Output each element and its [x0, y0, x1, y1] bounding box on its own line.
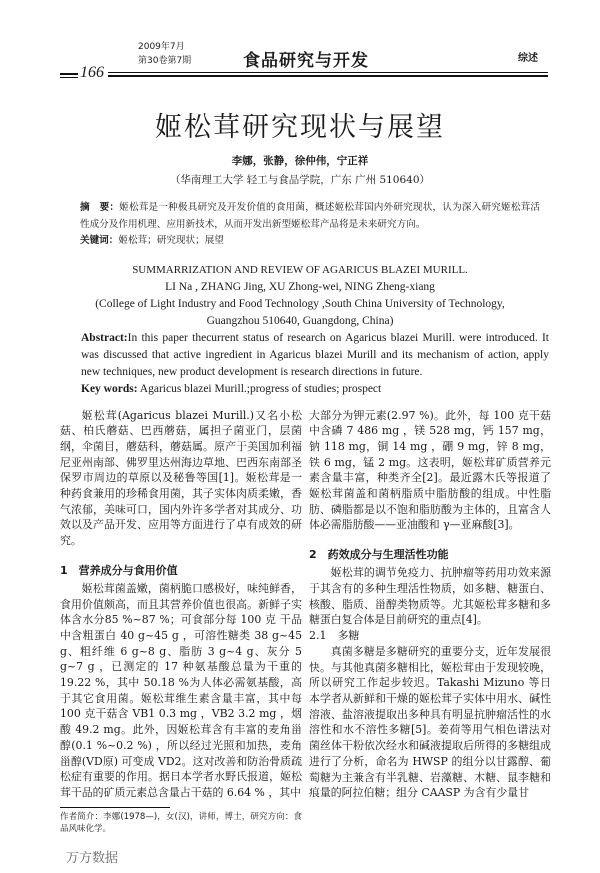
english-keywords-text: Agaricus blazei Murill.;progress of studies; prospect: [137, 382, 382, 395]
section-label: 综述: [518, 53, 538, 64]
paper-title: 姬松茸研究现状与展望: [155, 112, 445, 143]
section-2-paragraph: 姬松茸的调节免疫力、抗肿瘤等药用功效来源于其含有的多种生理活性物质，如多糖、糖蛋白、核酸、脂质、甾醇类物质等。尤其姬松茸多糖和多糖蛋白复合体是目前研究的重点[4]。: [309, 566, 551, 627]
two-column-body: [60, 408, 600, 873]
abstract-cn: [80, 200, 540, 233]
footnote-rule: [60, 807, 170, 808]
abstract-cn-label: 摘 要：: [80, 202, 120, 213]
section-1-paragraph: 姬松茸菌盖嫩，菌柄脆口感极好，味纯鲜香，食用价值颇高，而且其营养价值也很高。新鲜子实体含水分85 %~87 %；可食部分每 100 克 干品中含粗蛋白 40 g~45 g ，可溶性糖类 38 g~45 g、粗纤维 6 g~8 g、脂肪 3 g~4 g、灰分 5 g~7 g ，已测定的 17 种氨基酸总量为干重的 19.22 %，其中 50.18 %为人体必需氨基酸，高于其它食用菌。姬松茸维生素含量丰富，其中每 100 克干菇含 VB1 0.3 mg ，VB2 3.2 mg ，烟酸 49.2 mg。此外，因姬松茸含有丰富的麦角甾醇(0.1 %~0.2 %) ，所以经过光照和加热，麦角甾醇(VD原) 可变成 VD2。这对改善和防治骨质疏松症有重要的作用。据日本学者水野氏报道，姬松茸干品的矿质元素总含量占干菇的 6.64 % ，其中: [60, 581, 302, 799]
english-abstract-text: In this paper thecurrent status of research on Agaricus blazei Murill. were introduced. It was discussed that active ingredient in Agaricus blazei Murill and its mechanism of action, apply new techniques, new product development is research directions in future.: [81, 331, 549, 378]
author-footnote: 作者简介：李娜(1978—)，女(汉)，讲师，博士，研究方向：食品风味化学。: [60, 811, 302, 834]
journal-name: 食品研究与开发: [243, 51, 369, 71]
keywords-cn-text: 姬松茸；研究现状；展望: [118, 235, 224, 246]
english-affiliation-1: (College of Light Industry and Food Technology ,South China University of Technology,: [95, 297, 505, 310]
english-keywords: [81, 381, 549, 398]
issue-date: 2009年7月: [138, 42, 185, 52]
section-2-1-heading: 2.1 多糖: [309, 628, 360, 642]
continued-paragraph: 大部分为钾元素(2.97 %)。此外，每 100 克干菇中含磷 7 486 mg ，镁 528 mg，钙 157 mg，钠 118 mg，铜 14 mg ，硼 9 mg，锌 8 mg，铁 6 mg，锰 2 mg。这表明，姬松茸矿质营养元素含量丰富，种类齐全[2]。最近露木氏等报道了姬松茸菌盖和菌柄脂质中脂肪酸的组成。中性脂肪、磷脂都是以不饱和脂肪酸为主体的，且富含人体必需脂肪酸——亚油酸和 γ—亚麻酸[3]。: [309, 408, 551, 532]
english-keywords-label: Key words:: [81, 382, 138, 395]
intro-paragraph: 姬松茸(Agaricus blazei Murill.)又名小松菇、柏氏蘑菇、巴西蘑菇，属担子菌亚门，层菌纲，伞菌目，蘑菇科，蘑菇属。原产于美国加利福尼亚州南部、佛罗里达州海边草地、巴西东南部圣保罗市周边的草原以及秘鲁等国[1]。姬松茸是一种药食兼用的珍稀食用菌，其子实体肉质柔嫩，香气浓郁，美味可口，国内外许多学者对其成分、功效以及产品开发、应用等方面进行了卓有成效的研究。: [60, 408, 302, 548]
keywords-cn-label: 关键词：: [80, 235, 119, 246]
section-2-1-paragraph: 真菌多糖是多糖研究的重要分支，近年发展很快。与其他真菌多糖相比，姬松茸由于发现较晚，所以研究工作起步较迟。Takashi Mizuno 等日本学者从新鲜和干燥的姬松茸子实体中用水、碱性溶液、盐溶液提取出多种具有明显抗肿瘤活性的水溶性和水不溶性多糖[5]。姜荷等用气相色谱法对菌丝体干粉依次经水和碱液提取后所得的多糖组成进行了分析，命名为 HWSP 的组分以甘露醇、葡萄糖为主兼含有半乳糖、岩藻糖、木糖、鼠李糖和痕量的阿拉伯糖；组分 CAASP 为含有少量甘: [309, 644, 551, 800]
section-1-heading: 1 营养成分与食用价值: [60, 563, 178, 577]
abstract-cn-text: 姬松茸是一种极具研究及开发价值的食用菌，概述姬松茸国内外研究现状，认为深入研究姬松茸活性成分及作用机理、应用新技术，从而开发出新型姬松茸产品将是未来研究方向。: [80, 202, 541, 230]
affiliation: （华南理工大学 轻工与食品学院，广东 广州 510640）: [169, 174, 431, 186]
english-abstract-label: Abstract:: [81, 331, 128, 344]
issue-volume: 第30卷第7期: [138, 56, 192, 66]
english-authors: LI Na , ZHANG Jing, XU Zhong-wei, NING Zheng-xiang: [165, 280, 435, 293]
authors: 李娜，张静，徐仲伟，宁正祥: [231, 155, 369, 167]
watermark: 万方数据: [66, 850, 119, 866]
section-2-heading: 2 药效成分与生理活性功能: [309, 548, 449, 562]
page-number: 166: [80, 64, 104, 81]
english-title: SUMMARRIZATION AND REVIEW OF AGARICUS BLAZEI MURILL.: [132, 263, 468, 276]
left-column: [60, 408, 302, 873]
english-affiliation-2: Guangzhou 510640, Guangdong, China): [206, 314, 394, 327]
keywords-cn: [80, 233, 540, 250]
right-column: [309, 408, 551, 801]
english-abstract: [81, 330, 549, 381]
